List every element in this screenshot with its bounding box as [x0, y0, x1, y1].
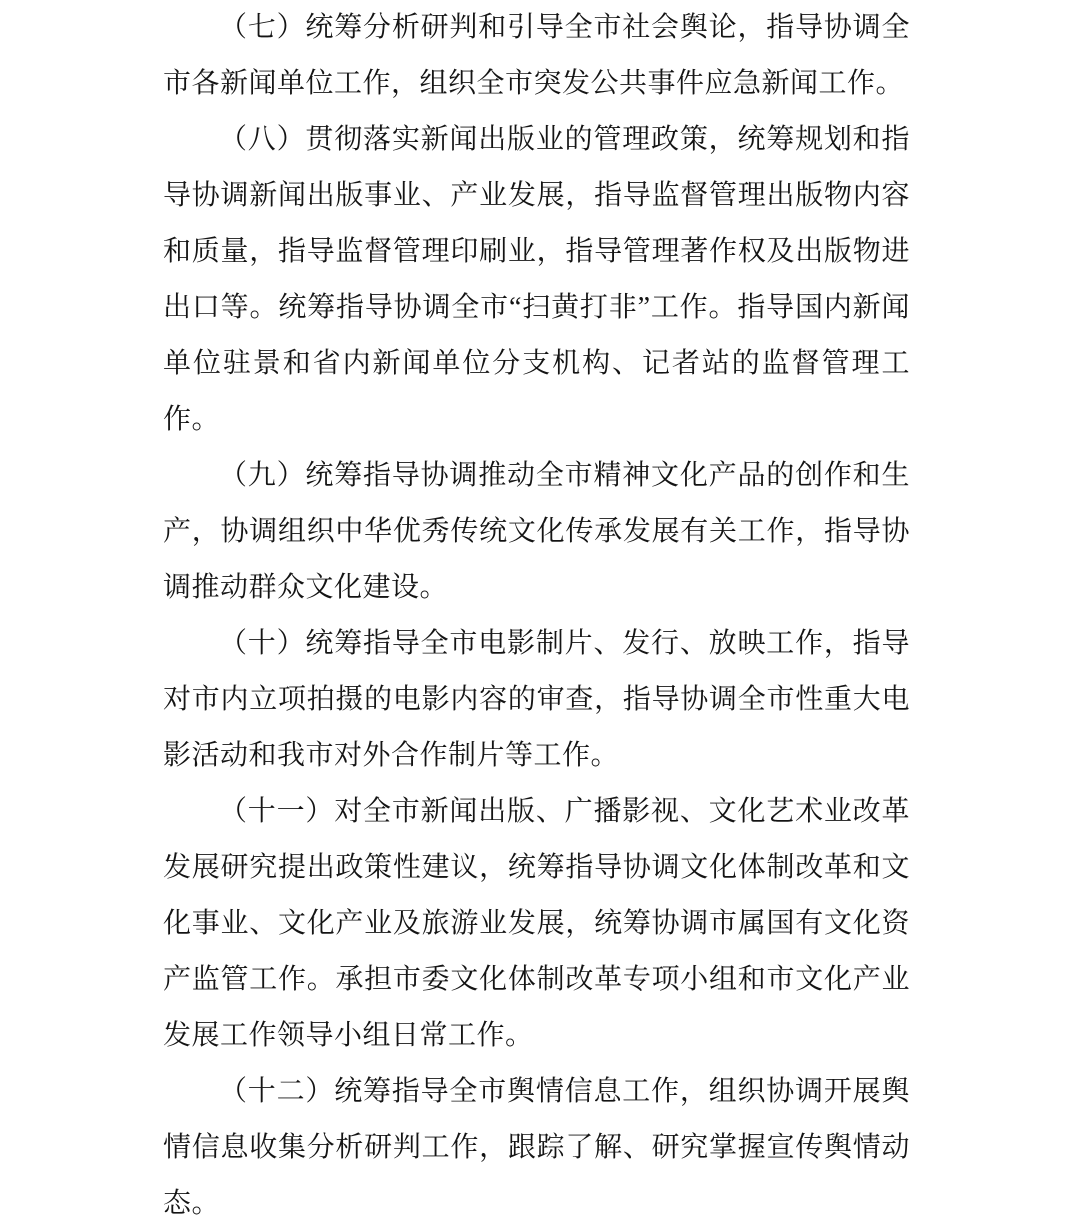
paragraph-item-8: （八）贯彻落实新闻出版业的管理政策，统筹规划和指导协调新闻出版事业、产业发展，指导监督管理出版物内容和质量，指导监督管理印刷业，指导管理著作权及出版物进出口等。统筹指导协调全市“扫黄打非”工作。指导国内新闻单位驻景和省内新闻单位分支机构、记者站的监督管理工作。 [163, 124, 910, 435]
paragraph-item-11: （十一）对全市新闻出版、广播影视、文化艺术业改革发展研究提出政策性建议，统筹指导协调文化体制改革和文化事业、文化产业及旅游业发展，统筹协调市属国有文化资产监管工作。承担市委文化体制改革专项小组和市文化产业发展工作领导小组日常工作。 [163, 796, 910, 1051]
paragraph-item-10: （十）统筹指导全市电影制片、发行、放映工作，指导对市内立项拍摄的电影内容的审查，指导协调全市性重大电影活动和我市对外合作制片等工作。 [163, 628, 910, 771]
paragraph-item-9: （九）统筹指导协调推动全市精神文化产品的创作和生产，协调组织中华优秀传统文化传承发展有关工作，指导协调推动群众文化建设。 [163, 460, 910, 603]
paragraph-item-7: （七）统筹分析研判和引导全市社会舆论，指导协调全市各新闻单位工作，组织全市突发公共事件应急新闻工作。 [163, 12, 910, 99]
paragraph-item-12: （十二）统筹指导全市舆情信息工作，组织协调开展舆情信息收集分析研判工作，跟踪了解、研究掌握宣传舆情动态。 [163, 1076, 910, 1219]
